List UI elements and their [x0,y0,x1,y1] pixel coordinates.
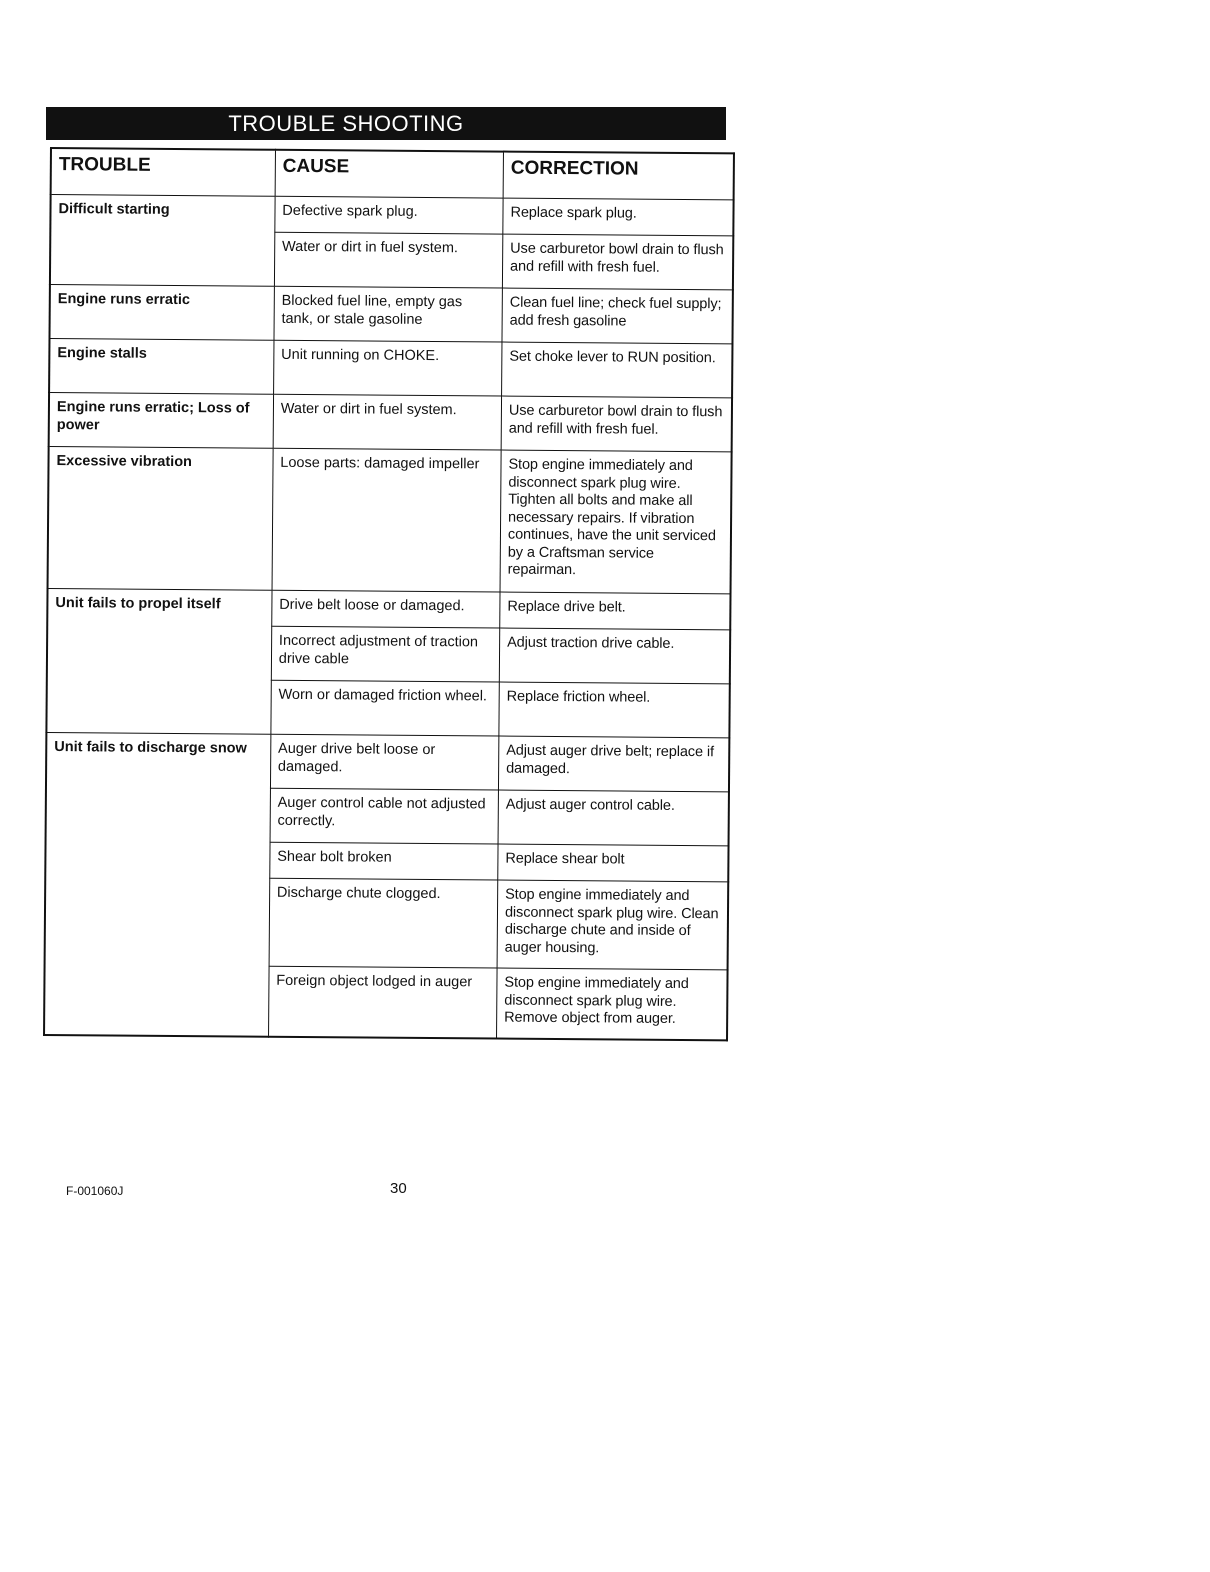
table-row [49,393,732,452]
header-cause: CAUSE [275,150,504,198]
correction-cell: Stop engine immediately and disconnect spark plug wire. Tighten all bolts and make all necessary repairs. If vibration continues, have the unit serviced by a Craftsman service repairman. [500,450,732,594]
table-row [49,285,732,344]
trouble-cell: Engine stalls [49,339,274,395]
trouble-cell: Excessive vibration [48,446,273,590]
page-number: 30 [390,1180,407,1197]
table-header-row [51,148,734,200]
trouble-cell: Unit fails to discharge snow [44,732,271,1036]
cause-cell: Drive belt loose or damaged. [272,590,500,628]
cause-cell: Auger drive belt loose or damaged. [270,734,499,790]
document-code: F-001060J [66,1184,124,1198]
section-banner [46,107,726,140]
cause-cell: Auger control cable not adjusted correctly. [270,788,499,844]
trouble-cell: Engine runs erratic [49,285,274,341]
cause-cell: Shear bolt broken [270,842,498,880]
table-row [46,732,729,791]
correction-cell: Adjust auger control cable. [498,790,729,846]
correction-cell: Clean fuel line; check fuel supply; add fresh gasoline [502,288,733,344]
correction-cell: Stop engine immediately and disconnect spark plug wire. Clean discharge chute and inside of auger housing. [497,880,728,970]
header-trouble: TROUBLE [51,148,276,196]
cause-cell: Discharge chute clogged. [269,878,498,968]
table-row [48,446,732,593]
correction-cell: Replace drive belt. [500,592,731,630]
cause-cell: Incorrect adjustment of traction drive cable [271,626,500,682]
cause-cell: Loose parts: damaged impeller [272,448,501,592]
correction-cell: Replace friction wheel. [499,682,730,738]
correction-cell: Use carburetor bowl drain to flush and refill with fresh fuel. [501,396,732,452]
correction-cell: Adjust auger drive belt; replace if damaged. [498,736,729,792]
correction-cell: Adjust traction drive cable. [499,628,730,684]
section-title: TROUBLE SHOOTING [228,110,464,136]
cause-cell: Foreign object lodged in auger [268,966,497,1038]
troubleshooting-table [43,147,735,1041]
table-row [47,588,730,629]
correction-cell: Replace spark plug. [503,198,734,236]
correction-cell: Stop engine immediately and disconnect spark plug wire. Remove object from auger. [497,968,728,1040]
table-row [50,195,733,236]
trouble-cell: Unit fails to propel itself [46,588,271,734]
cause-cell: Worn or damaged friction wheel. [271,680,500,736]
cause-cell: Blocked fuel line, empty gas tank, or stale gasoline [274,286,503,342]
cause-cell: Unit running on CHOKE. [273,340,502,396]
trouble-cell: Engine runs erratic; Loss of power [49,393,274,449]
cause-cell: Water or dirt in fuel system. [274,232,503,288]
correction-cell: Use carburetor bowl drain to flush and refill with fresh fuel. [502,234,733,290]
header-correction: CORRECTION [503,152,734,200]
table-row [49,339,732,398]
trouble-cell: Difficult starting [50,195,275,287]
cause-cell: Defective spark plug. [275,196,503,234]
cause-cell: Water or dirt in fuel system. [273,394,502,450]
correction-cell: Set choke lever to RUN position. [502,342,733,398]
correction-cell: Replace shear bolt [498,844,729,882]
